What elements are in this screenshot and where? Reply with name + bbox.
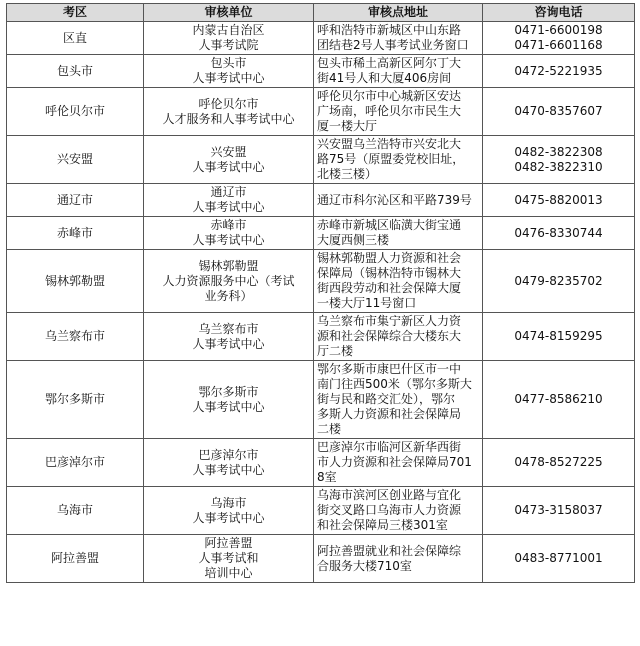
address-line: 街41号人和大厦406房间: [317, 71, 452, 85]
address-line: 呼伦贝尔市中心城新区安达: [317, 89, 462, 103]
unit-line: 人事考试中心: [192, 399, 265, 414]
phone-cell: [483, 184, 635, 217]
unit-line: 通辽市: [210, 185, 247, 199]
phone-cell: [483, 487, 635, 535]
unit-line: 人事考试中心: [192, 462, 265, 477]
phone-line: 0482-3822308: [514, 144, 603, 159]
table-row: [7, 250, 635, 313]
address-cell: [314, 313, 483, 361]
address-line: 市人力资源和社会保障局701: [317, 455, 472, 469]
phone-cell: [483, 439, 635, 487]
address-line: 乌兰察布市集宁新区人力资: [317, 314, 462, 328]
address-line: 街西段劳动和社会保障大厦: [317, 281, 462, 295]
phone-line: 0470-8357607: [514, 104, 603, 118]
unit-cell: [144, 250, 314, 313]
phone-cell: [483, 217, 635, 250]
table-row: [7, 361, 635, 439]
unit-line: 乌兰察布市: [198, 321, 259, 336]
address-line: 街交叉路口乌海市人力资源: [317, 503, 462, 517]
address-cell: [314, 361, 483, 439]
phone-line: 0483-8771001: [514, 551, 603, 565]
address-line: 厦一楼大厅: [317, 119, 378, 133]
address-line: 鄂尔多斯市康巴什区市一中: [317, 362, 462, 376]
address-line: 通辽市科尔沁区和平路739号: [317, 192, 472, 207]
address-line: 二楼: [317, 422, 342, 436]
unit-line: 业务科）: [204, 288, 253, 303]
table-row: [7, 313, 635, 361]
unit-cell: [144, 88, 314, 136]
table-row: [7, 22, 635, 55]
address-line: 南门往西500米（鄂尔多斯大: [317, 377, 472, 391]
table-row: [7, 88, 635, 136]
unit-line: 兴安盟: [210, 144, 247, 159]
table-row: [7, 487, 635, 535]
phone-line: 0471-6600198: [514, 23, 603, 37]
address-line: 阿拉善盟就业和社会保障综: [317, 543, 462, 558]
phone-cell: [483, 250, 635, 313]
unit-line: 人力资源服务中心（考试: [162, 273, 295, 288]
region-cell: 包头市: [7, 55, 144, 88]
region-cell: 锡林郭勒盟: [7, 250, 144, 313]
region-cell: 兴安盟: [7, 136, 144, 184]
table-row: [7, 535, 635, 583]
unit-cell: [144, 535, 314, 583]
phone-line: 0474-8159295: [514, 329, 603, 343]
address-line: 多斯人力资源和社会保障局: [317, 407, 462, 421]
region-cell: 鄂尔多斯市: [7, 361, 144, 439]
phone-cell: [483, 313, 635, 361]
phone-line: 0471-6601168: [514, 38, 603, 52]
unit-cell: [144, 439, 314, 487]
address-line: 一楼大厅11号窗口: [317, 296, 417, 310]
table-body: [7, 22, 635, 583]
region-cell: 呼伦贝尔市: [7, 88, 144, 136]
address-line: 乌海市滨河区创业路与宜化: [317, 488, 462, 502]
unit-line: 呼伦贝尔市: [198, 96, 259, 111]
unit-line: 人事考试中心: [192, 71, 265, 85]
region-cell: 通辽市: [7, 184, 144, 217]
table-row: [7, 136, 635, 184]
address-cell: [314, 217, 483, 250]
address-line: 8室: [317, 470, 337, 484]
unit-line: 人才服务和人事考试中心: [162, 111, 295, 126]
table-header-row: [7, 4, 635, 22]
table-row: [7, 439, 635, 487]
region-cell: 阿拉善盟: [7, 535, 144, 583]
address-line: 锡林郭勒盟人力资源和社会: [317, 251, 462, 265]
table-row: [7, 184, 635, 217]
phone-cell: [483, 361, 635, 439]
address-cell: [314, 250, 483, 313]
unit-line: 巴彦淖尔市: [198, 447, 259, 462]
region-cell: 区直: [7, 22, 144, 55]
phone-line: 0478-8527225: [514, 455, 603, 469]
address-line: 保障局（锡林浩特市锡林大: [317, 266, 462, 280]
address-line: 厅二楼: [317, 344, 354, 358]
header-phone: 咨询电话: [483, 4, 635, 22]
address-line: 赤峰市新城区临潢大街宝通: [317, 218, 462, 232]
phone-line: 0477-8586210: [514, 392, 603, 406]
unit-cell: [144, 22, 314, 55]
region-cell: 乌海市: [7, 487, 144, 535]
unit-line: 鄂尔多斯市: [198, 384, 259, 399]
unit-line: 人事考试和: [198, 551, 259, 565]
unit-cell: [144, 136, 314, 184]
region-cell: 巴彦淖尔市: [7, 439, 144, 487]
address-line: 呼和浩特市新城区中山东路: [317, 23, 462, 37]
exam-review-sites-table: [6, 3, 635, 583]
unit-line: 包头市: [210, 56, 247, 70]
address-cell: [314, 88, 483, 136]
phone-line: 0479-8235702: [514, 273, 603, 288]
address-line: 兴安盟乌兰浩特市兴安北大: [317, 137, 462, 151]
address-line: 街与民和路交汇处），鄂尔: [317, 392, 456, 406]
phone-line: 0476-8330744: [514, 225, 603, 240]
phone-cell: [483, 22, 635, 55]
region-cell: 赤峰市: [7, 217, 144, 250]
address-line: 合服务大楼710室: [317, 558, 412, 573]
unit-line: 人事考试中心: [192, 510, 265, 525]
phone-line: 0472-5221935: [514, 63, 603, 78]
address-line: 路75号（原盟委党校旧址，: [317, 152, 465, 166]
address-line: 包头市稀土高新区阿尔丁大: [317, 56, 462, 70]
phone-cell: [483, 535, 635, 583]
phone-cell: [483, 55, 635, 88]
unit-line: 人事考试中心: [192, 233, 265, 247]
address-cell: [314, 136, 483, 184]
region-cell: 乌兰察布市: [7, 313, 144, 361]
address-line: 源和社会保障综合大楼东大: [317, 329, 462, 343]
address-cell: [314, 439, 483, 487]
unit-line: 培训中心: [204, 566, 253, 580]
header-region: 考区: [7, 4, 144, 22]
header-address: 审核点地址: [314, 4, 483, 22]
address-line: 和社会保障局三楼301室: [317, 518, 448, 532]
address-cell: [314, 22, 483, 55]
table-row: [7, 217, 635, 250]
unit-line: 人事考试中心: [192, 336, 265, 351]
unit-cell: [144, 487, 314, 535]
unit-cell: [144, 55, 314, 88]
address-cell: [314, 55, 483, 88]
address-line: 广场南，呼伦贝尔市民生大: [317, 104, 462, 118]
unit-line: 锡林郭勒盟: [198, 258, 259, 273]
address-cell: [314, 184, 483, 217]
unit-line: 内蒙古自治区: [192, 23, 265, 37]
unit-cell: [144, 361, 314, 439]
unit-line: 人事考试中心: [192, 159, 265, 174]
unit-line: 赤峰市: [210, 218, 247, 232]
unit-cell: [144, 313, 314, 361]
address-line: 团结巷2号人事考试业务窗口: [317, 38, 469, 52]
unit-line: 人事考试院: [198, 38, 259, 52]
unit-line: 阿拉善盟: [204, 536, 253, 550]
header-unit: 审核单位: [144, 4, 314, 22]
address-cell: [314, 535, 483, 583]
address-cell: [314, 487, 483, 535]
address-line: 北楼三楼）: [317, 167, 378, 181]
phone-cell: [483, 88, 635, 136]
address-line: 大厦西侧三楼: [317, 233, 390, 247]
unit-cell: [144, 184, 314, 217]
phone-line: 0473-3158037: [514, 503, 603, 517]
table-row: [7, 55, 635, 88]
unit-line: 人事考试中心: [192, 200, 265, 214]
unit-line: 乌海市: [210, 495, 247, 510]
address-line: 巴彦淖尔市临河区新华西街: [317, 440, 462, 454]
phone-line: 0475-8820013: [514, 192, 603, 207]
phone-cell: [483, 136, 635, 184]
phone-line: 0482-3822310: [514, 159, 603, 174]
unit-cell: [144, 217, 314, 250]
